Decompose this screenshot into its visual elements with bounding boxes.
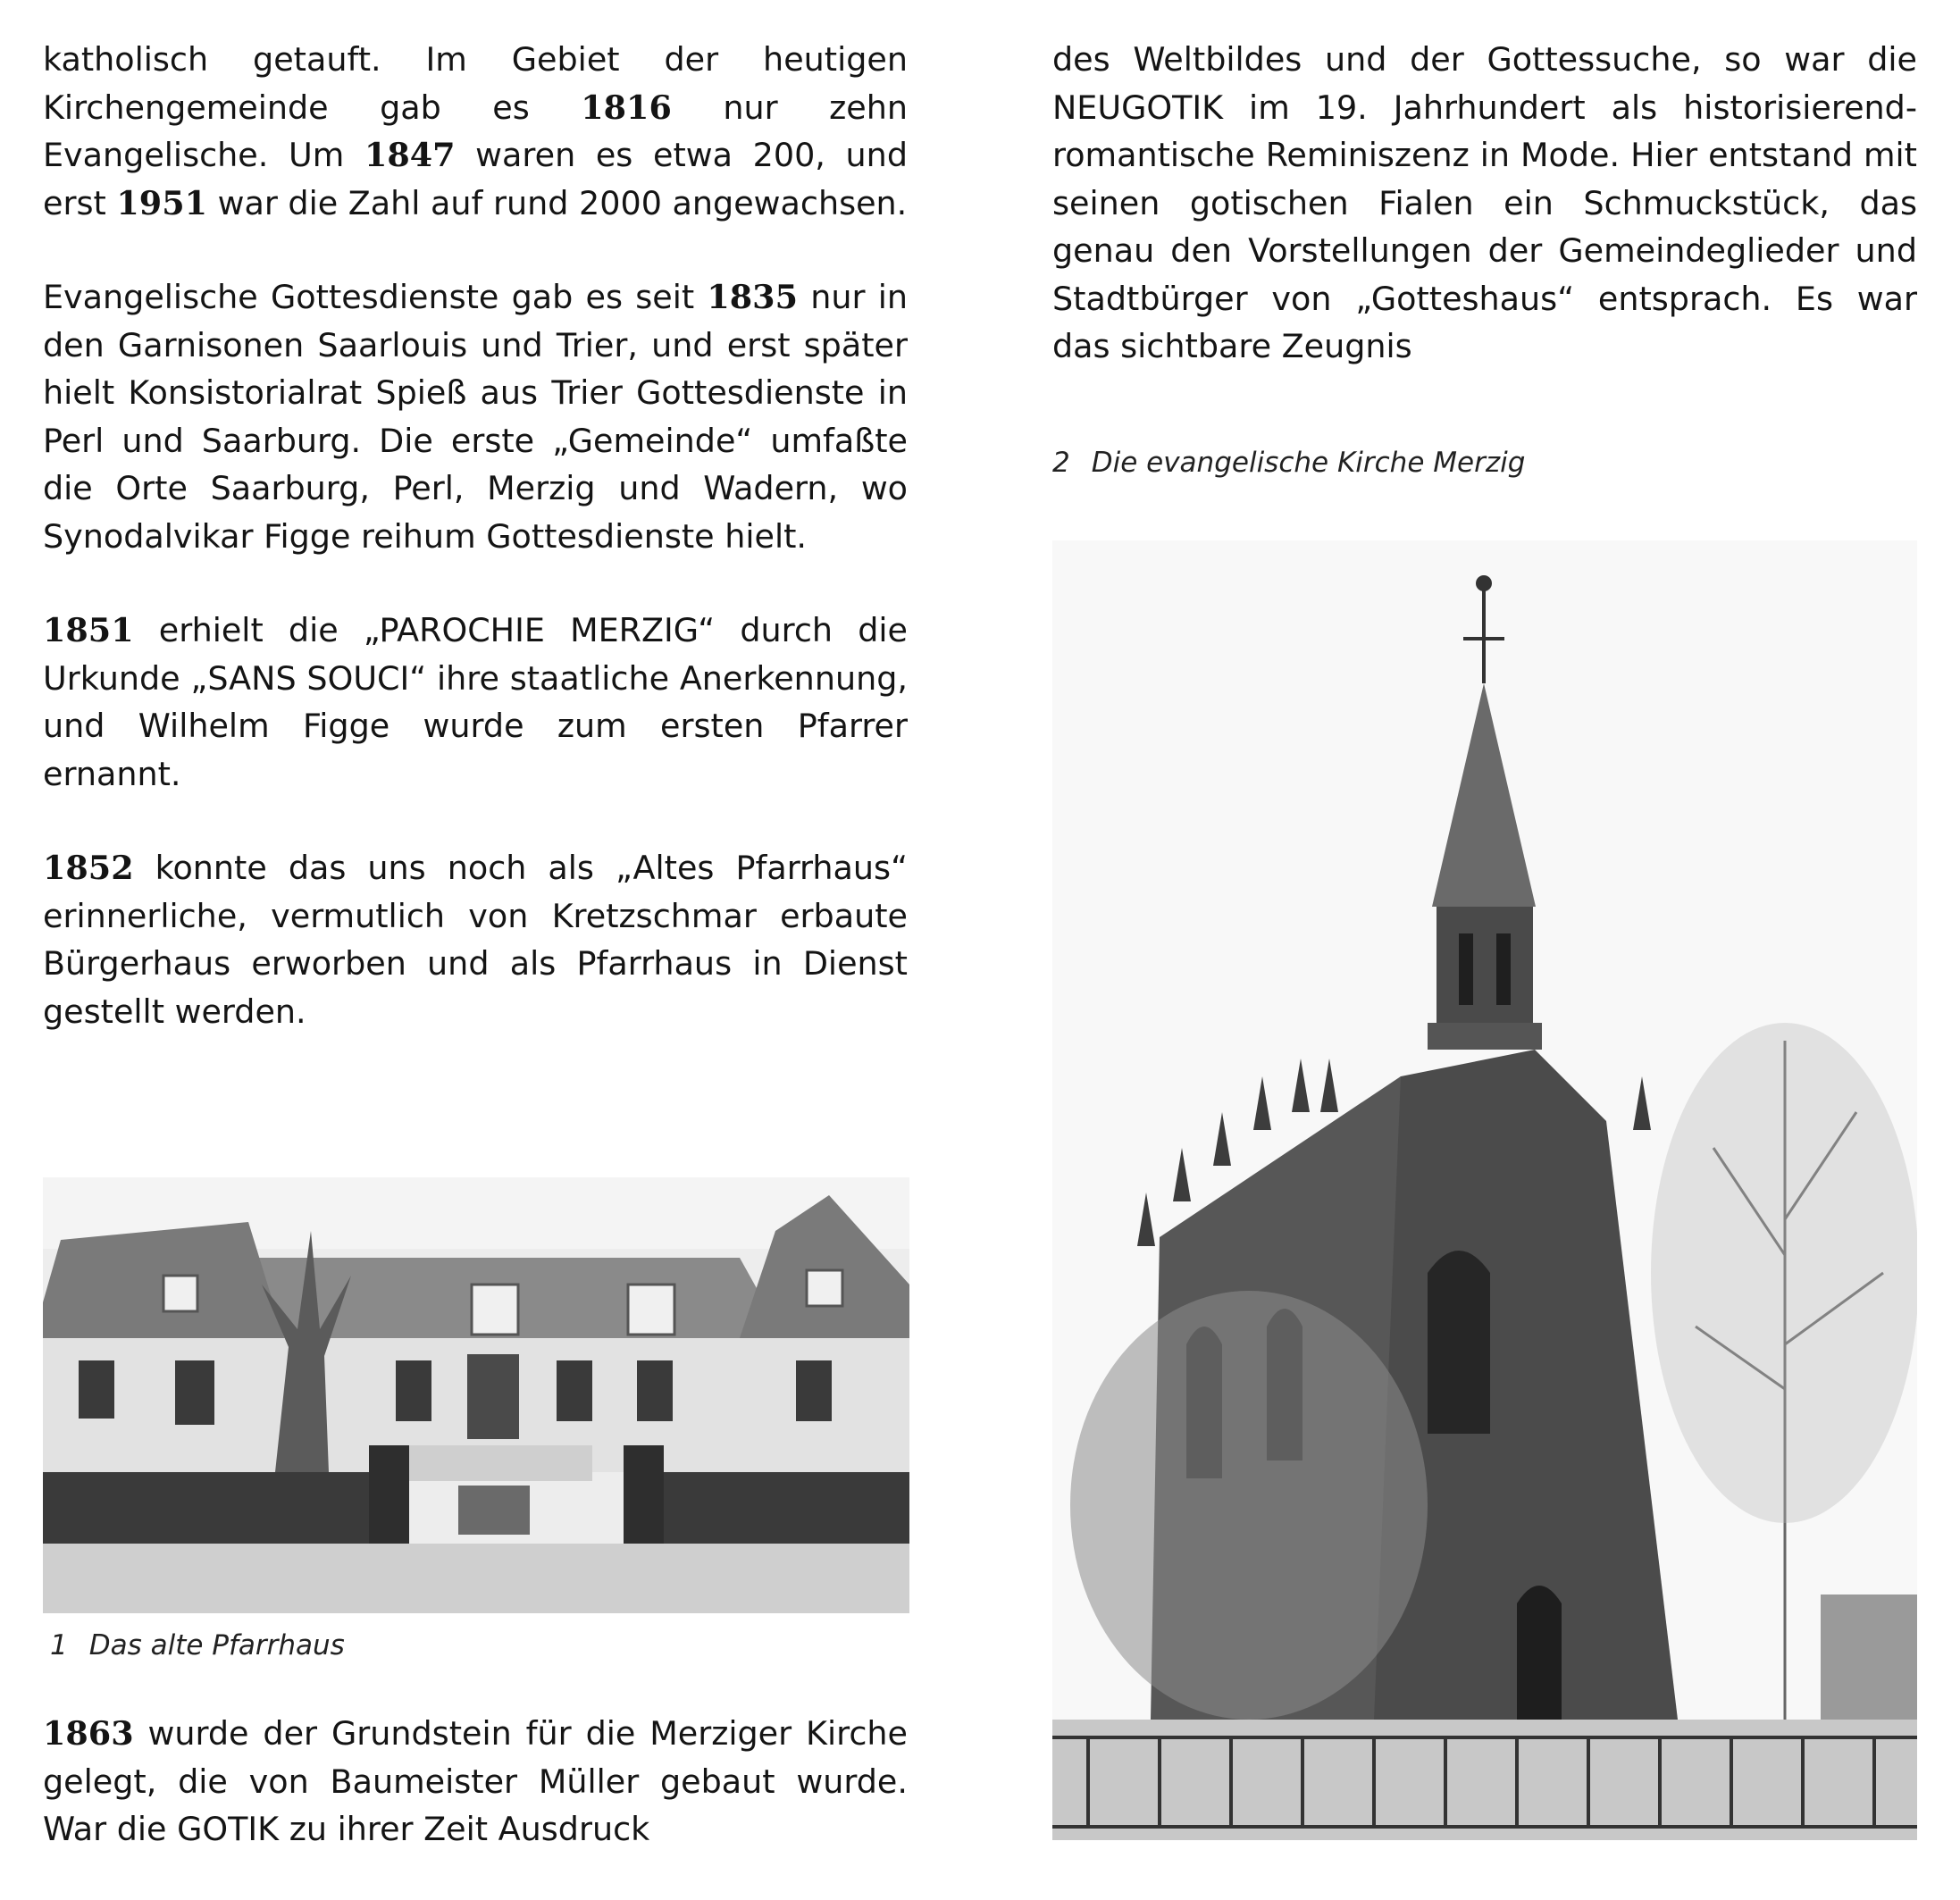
- year-highlight: 1851: [43, 611, 134, 649]
- text-run: wurde der Grundstein für die Merziger Kirche gelegt, die von Baumeister Müller gebaut wurde. War die GOTIK zu ihrer Zeit Ausdruck: [43, 1714, 908, 1848]
- photo-old-parsonage: [43, 1177, 909, 1613]
- figure-2-caption: [1052, 447, 1525, 479]
- text-run: katholisch getauft. Im Gebiet der heutigen Kirchengemeinde gab es: [43, 40, 908, 127]
- paragraph-neugotik: [1052, 36, 1917, 371]
- text-run: Evangelische Gottesdienste gab es seit: [43, 278, 708, 316]
- paragraph-1852: [43, 844, 908, 1035]
- text-run: erhielt die „PAROCHIE MERZIG“ durch die Urkunde „SANS SOUCI“ ihre staatliche Anerkennung, und Wilhelm Figge wurde zum ersten Pfarrer ernannt.: [43, 611, 908, 793]
- paragraph-1816-1951: [43, 36, 908, 227]
- text-run: waren es etwa 200, und erst: [43, 136, 908, 222]
- figure-2-number: 2: [1052, 447, 1070, 479]
- paragraph-1835: [43, 273, 908, 560]
- left-column: [43, 36, 908, 1082]
- text-run: des Weltbildes und der Gottessuche, so war die NEUGOTIK im 19. Jahrhundert als historisierend-romantische Reminiszenz in Mode. Hier entstand mit seinen gotischen Fialen ein Schmuckstück, das genau den Vorstellungen der Gemeindeglieder und Stadtbürger von „Gotteshaus“ entsprach. Es war das sichtbare Zeugnis: [1052, 40, 1917, 365]
- right-column: [1052, 36, 1917, 417]
- figure-1-text: Das alte Pfarrhaus: [88, 1629, 345, 1661]
- text-run: konnte das uns noch als „Altes Pfarrhaus“ erinnerliche, vermutlich von Kretzschmar erbaute Bürgerhaus erworben und als Pfarrhaus in Dienst gestellt werden.: [43, 849, 908, 1031]
- paragraph-1851: [43, 607, 908, 798]
- left-column-bottom: [43, 1710, 908, 1900]
- year-highlight: 1951: [116, 183, 207, 222]
- year-highlight: 1816: [581, 88, 672, 127]
- year-highlight: 1835: [707, 278, 798, 316]
- year-highlight: 1847: [364, 136, 456, 174]
- text-run: nur in den Garnisonen Saarlouis und Trier, und erst später hielt Konsistorialrat Spieß aus Trier Gottesdienste in Perl und Saarburg. Die erste „Gemeinde“ umfaßte die Orte Saarburg, Perl, Merzig und Wadern, wo Synodalvikar Figge reihum Gottesdienste hielt.: [43, 278, 908, 556]
- text-run: nur zehn Evangelische. Um: [43, 88, 908, 174]
- photo-church-merzig: [1052, 540, 1917, 1840]
- year-highlight: 1863: [43, 1714, 134, 1753]
- text-run: war die Zahl auf rund 2000 angewachsen.: [207, 183, 908, 222]
- year-highlight: 1852: [43, 849, 134, 887]
- figure-1-caption: [50, 1629, 345, 1661]
- figure-2-text: Die evangelische Kirche Merzig: [1091, 447, 1526, 479]
- figure-1-number: 1: [50, 1629, 68, 1661]
- paragraph-1863: [43, 1710, 908, 1854]
